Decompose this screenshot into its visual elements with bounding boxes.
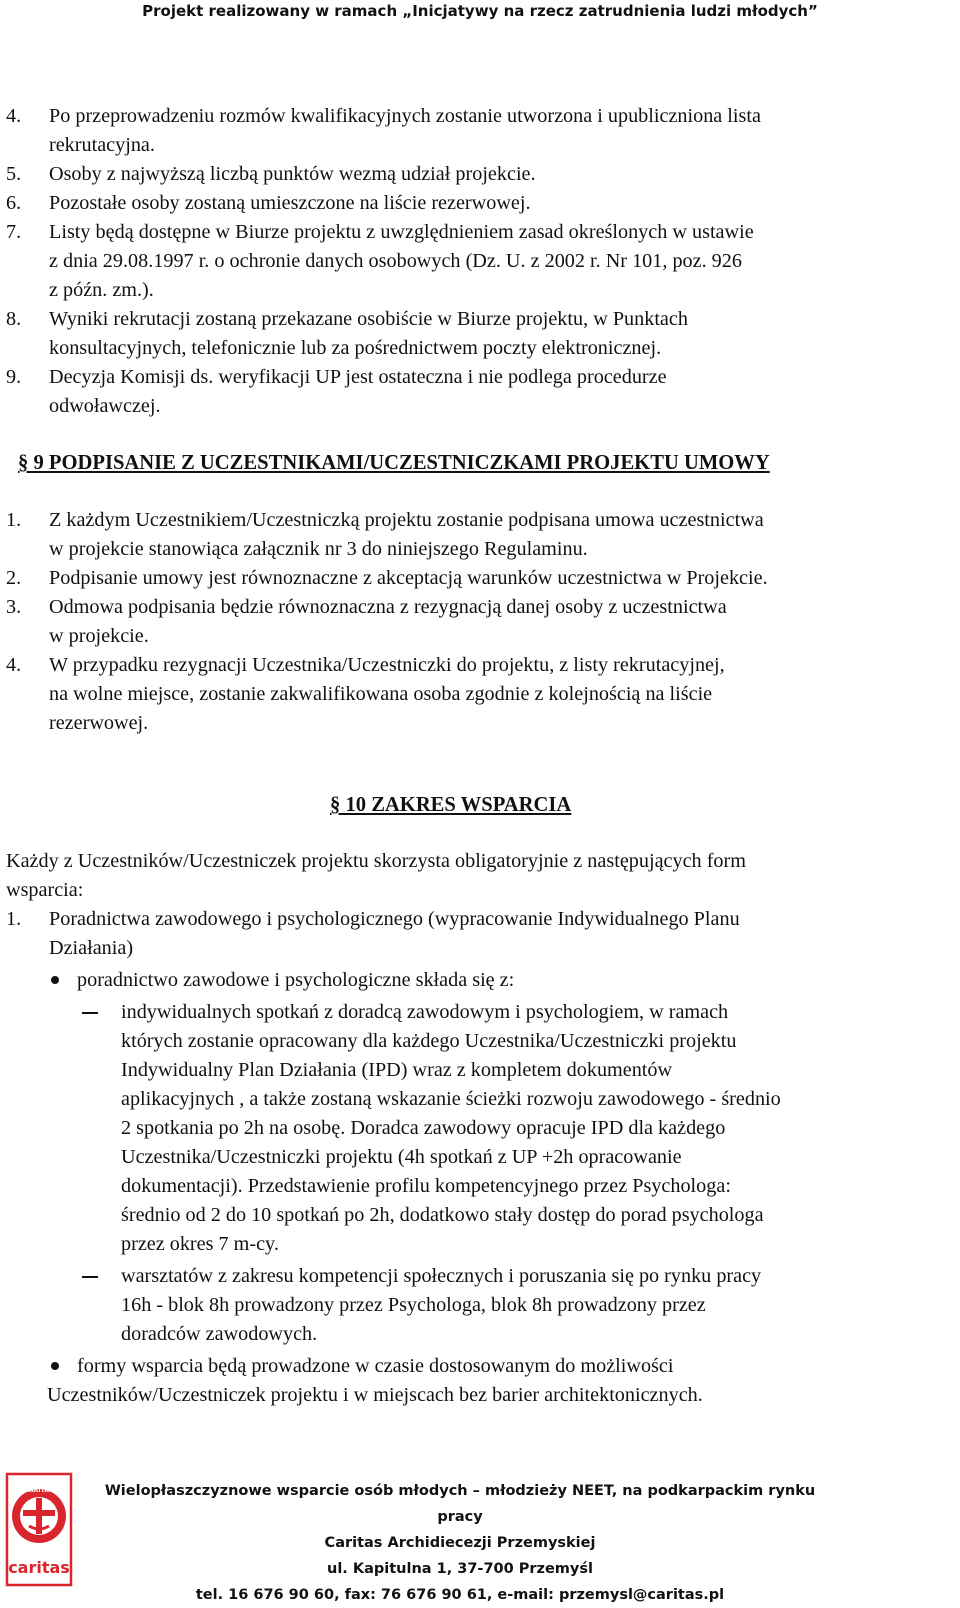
item-number: 5. xyxy=(6,163,22,185)
list-item xyxy=(6,218,944,305)
list-item xyxy=(6,160,944,189)
list-item xyxy=(6,564,944,593)
footer-contact xyxy=(90,1478,830,1608)
footer-contact-details: tel. 16 676 90 60, fax: 76 676 90 61, e-mail: przemysl@caritas.pl xyxy=(195,1587,725,1603)
item-text xyxy=(49,651,944,738)
text-line: rekrutacyjna. xyxy=(49,134,155,156)
text-line: w projekcie stanowiąca załącznik nr 3 do niniejszego Regulaminu. xyxy=(49,538,588,560)
logo-text: caritas xyxy=(8,1558,70,1577)
text-line: Po przeprowadzeniu rozmów kwalifikacyjnych zostanie utworzona i upubliczniona lista xyxy=(49,105,761,127)
text-line: warsztatów z zakresu kompetencji społecznych i poruszania się po rynku pracy xyxy=(121,1265,762,1287)
section-9-heading: § 9 PODPISANIE Z UCZESTNIKAMI/UCZESTNICZKAMI PROJEKTU UMOWY xyxy=(18,452,770,474)
text-line: Listy będą dostępne w Biurze projektu z uwzględnieniem zasad określonych w ustawie xyxy=(49,221,754,243)
item-text xyxy=(49,305,944,363)
item-text xyxy=(49,218,944,305)
list-item xyxy=(6,651,944,738)
bullet-item xyxy=(47,966,944,995)
footer-organization: Caritas Archidiecezji Przemyskiej xyxy=(324,1535,596,1551)
text-line: na wolne miejsce, zostanie zakwalifikowana osoba zgodnie z kolejnością na liście xyxy=(49,683,713,705)
item-number: 6. xyxy=(6,192,22,214)
text-line: Uczestników/Uczestniczek projektu i w miejscach bez barier architektonicznych. xyxy=(47,1384,703,1406)
text-line: Osoby z najwyższą liczbą punktów wezmą udział projekcie. xyxy=(49,163,536,185)
text-line: Odmowa podpisania będzie równoznaczna z rezygnacją danej osoby z uczestnictwa xyxy=(49,596,727,618)
bullet-item xyxy=(47,1352,944,1381)
item-number: 4. xyxy=(6,105,22,127)
caritas-logo-icon xyxy=(5,1472,73,1587)
item-text xyxy=(49,160,944,189)
item-text xyxy=(49,593,944,651)
text-line: 2 spotkania po 2h na osobę. Doradca zawodowy opracuje IPD dla każdego xyxy=(121,1117,726,1139)
item-number: 2. xyxy=(6,567,22,589)
text-line: aplikacyjnych , a także zostaną wskazanie ścieżki rozwoju zawodowego - średnio xyxy=(121,1088,781,1110)
footer-project-title: Wielopłaszczyznowe wsparcie osób młodych – młodzieży NEET, na podkarpackim rynku pracy xyxy=(104,1483,816,1525)
bullet-icon xyxy=(47,1352,77,1381)
item-text xyxy=(49,905,944,963)
dash-text xyxy=(121,1262,944,1349)
item-text xyxy=(49,564,944,593)
bullet-text: poradnictwo zawodowe i psychologiczne składa się z: xyxy=(77,969,515,991)
text-line: których zostanie opracowany dla każdego Uczestnika/Uczestniczki projektu xyxy=(121,1030,737,1052)
item-number: 9. xyxy=(6,366,22,388)
text-line: w projekcie. xyxy=(49,625,149,647)
item-text xyxy=(49,506,944,564)
dash-item xyxy=(77,1262,944,1349)
section-9-list xyxy=(0,506,960,738)
list-item xyxy=(6,305,944,363)
text-line: średnio od 2 do 10 spotkań po 2h, dodatkowo stały dostęp do porad psychologa xyxy=(121,1204,764,1226)
text-line: Każdy z Uczestników/Uczestniczek projektu skorzysta obligatoryjnie z następujących form xyxy=(6,850,746,872)
text-line: indywidualnych spotkań z doradcą zawodowym i psychologiem, w ramach xyxy=(121,1001,729,1023)
dash-icon xyxy=(77,1262,121,1349)
item-number: 7. xyxy=(6,221,22,243)
footer-address: ul. Kapitulna 1, 37-700 Przemyśl xyxy=(327,1561,593,1577)
text-line: doradców zawodowych. xyxy=(121,1323,318,1345)
text-line: konsultacyjnych, telefonicznie lub za pośrednictwem poczty elektronicznej. xyxy=(49,337,662,359)
list-item xyxy=(6,905,944,963)
bullet-icon xyxy=(47,966,77,995)
page-footer xyxy=(0,1470,960,1603)
item-number: 8. xyxy=(6,308,22,330)
text-line: Z każdym Uczestnikiem/Uczestniczką projektu zostanie podpisana umowa uczestnictwa xyxy=(49,509,764,531)
text-line: przez okres 7 m-cy. xyxy=(121,1233,279,1255)
section-10-heading: § 10 ZAKRES WSPARCIA xyxy=(330,794,572,816)
text-line: Poradnictwa zawodowego i psychologicznego (wypracowanie Indywidualnego Planu xyxy=(49,908,740,930)
text-line: formy wsparcia będą prowadzone w czasie dostosowanym do możliwości xyxy=(77,1355,674,1377)
text-line: Podpisanie umowy jest równoznaczne z akceptacją warunków uczestnictwa w Projekcie. xyxy=(49,567,768,589)
text-line: Pozostałe osoby zostaną umieszczone na liście rezerwowej. xyxy=(49,192,531,214)
text-line: rezerwowej. xyxy=(49,712,149,734)
page-header: Projekt realizowany w ramach „Inicjatywy na rzecz zatrudnienia ludzi młodych” xyxy=(142,2,818,20)
list-item xyxy=(6,593,944,651)
item-number: 1. xyxy=(6,509,22,531)
text-line: Decyzja Komisji ds. weryfikacji UP jest ostateczna i nie podlega procedurze xyxy=(49,366,667,388)
section-10-body xyxy=(0,847,960,1410)
text-line: 16h - blok 8h prowadzony przez Psychologa, blok 8h prowadzony przez xyxy=(121,1294,706,1316)
list-item xyxy=(6,506,944,564)
text-line: odwoławczej. xyxy=(49,395,161,417)
list-item xyxy=(6,363,944,421)
list-item xyxy=(6,102,944,160)
dash-text xyxy=(121,998,944,1259)
text-line: Uczestnika/Uczestniczki projektu (4h spotkań z UP +2h opracowanie xyxy=(121,1146,682,1168)
text-line: Wyniki rekrutacji zostaną przekazane osobiście w Biurze projektu, w Punktach xyxy=(49,308,688,330)
text-line: Działania) xyxy=(49,937,134,959)
dash-icon xyxy=(77,998,121,1259)
logo-ring-text: CARITAS xyxy=(24,1487,54,1494)
item-text xyxy=(49,102,944,160)
text-line: Indywidualny Plan Działania (IPD) wraz z kompletem dokumentów xyxy=(121,1059,673,1081)
item-number: 4. xyxy=(6,654,22,676)
dash-item xyxy=(77,998,944,1259)
section-10-intro xyxy=(6,847,944,905)
bullet-continuation xyxy=(47,1381,944,1410)
text-line: W przypadku rezygnacji Uczestnika/Uczestniczki do projektu, z listy rekrutacyjnej, xyxy=(49,654,725,676)
text-line: wsparcia: xyxy=(6,879,84,901)
text-line: z dnia 29.08.1997 r. o ochronie danych osobowych (Dz. U. z 2002 r. Nr 101, poz. 926 xyxy=(49,250,742,272)
list-item xyxy=(6,189,944,218)
item-number: 3. xyxy=(6,596,22,618)
bullet-text xyxy=(77,1352,944,1381)
item-text xyxy=(49,363,944,421)
item-number: 1. xyxy=(6,908,22,930)
text-line: dokumentacji). Przedstawienie profilu kompetencyjnego przez Psychologa: xyxy=(121,1175,731,1197)
recruitment-list xyxy=(0,102,960,421)
item-text xyxy=(49,189,944,218)
text-line: z późn. zm.). xyxy=(49,279,154,301)
